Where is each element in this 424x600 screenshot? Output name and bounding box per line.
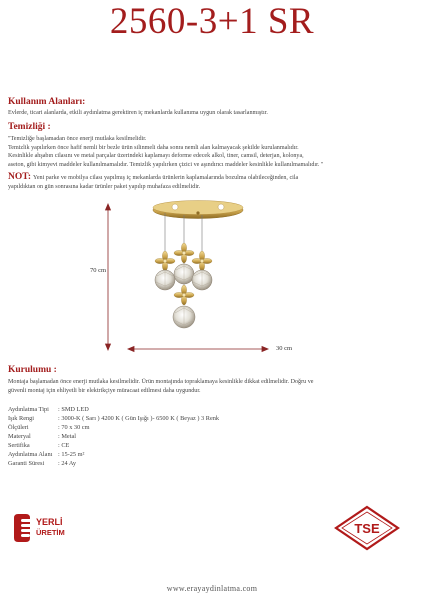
cleaning-line: aseton, gibi kimyevi maddeler kullanılmamalıdır. Temizlik yapılırken çizici ve aşındırıcı maddeler kesinlikle kullanılmamalıdır. " xyxy=(8,161,324,168)
usage-text-line: Evlerde, ticari alanlarda, etkili aydınlatma gerektiren iç mekanlarda kullanıma uygun olarak tasarlanmıştır. xyxy=(8,110,268,116)
crystal-ball xyxy=(155,270,175,290)
cleaning-text xyxy=(8,135,416,169)
spec-value: : 70 x 30 cm xyxy=(58,424,90,431)
install-text xyxy=(8,378,416,395)
flower-ornament xyxy=(174,285,194,305)
cleaning-heading: Temizliği : xyxy=(8,122,51,132)
spec-key: Sertifika xyxy=(8,442,30,449)
tse-text: TSE xyxy=(354,521,380,536)
width-dimension-line xyxy=(128,347,268,352)
height-label: 70 cm xyxy=(90,267,107,274)
spec-value: : Metal xyxy=(58,433,77,440)
spec-value: : 15-25 m² xyxy=(58,451,85,458)
note-line: Yeni parke ve mobilya cilası yapılmış iç mekanlarda ürünlerin kaplamalarında bozulma olabileceğinden, cila xyxy=(33,175,299,181)
usage-text xyxy=(8,109,416,118)
uretim-text: ÜRETİM xyxy=(36,528,65,537)
crystal-ball xyxy=(173,306,195,328)
spec-key: Materyal xyxy=(8,433,31,440)
spec-value: : SMD LED xyxy=(58,406,89,413)
spec-key: Aydınlatma Alanı xyxy=(8,451,53,458)
install-line: Montaja başlamadan önce enerji mutlaka kesilmelidir. Ürün montajında topraklamaya kesinlikle dikkat edilmelidir. Doğru ve xyxy=(8,379,314,385)
spec-key: Ölçüleri xyxy=(8,424,29,431)
note-line: yapıldıktan on gün sonrasına kadar ürünler paket yapılıp muhafaza edilmelidir. xyxy=(8,183,201,190)
spec-value: : 24 Ay xyxy=(58,460,76,467)
ceiling-canopy xyxy=(153,201,243,219)
hand-icon xyxy=(14,514,33,542)
cleaning-line: Temizlik yapılırken önce hafif nemli bir bezle ürün silinmeli daha sonra nemli alan kalmayacak şekilde kurulanmalıdır. xyxy=(8,144,299,151)
note-label: NOT: xyxy=(8,172,32,182)
chandelier-figure xyxy=(80,198,380,363)
height-dimension-line xyxy=(106,204,111,350)
yerli-uretim-logo xyxy=(12,508,72,548)
spec-value: : 3000-K ( Sarı ) 4200 K ( Gün Işığı )- 6500 K ( Beyaz ) 3 Renk xyxy=(58,415,220,422)
usage-heading: Kullanım Alanları: xyxy=(8,97,86,107)
cleaning-line: "Temizliğe başlamadan önce enerji mutlaka kesilmelidir. xyxy=(8,136,147,142)
flower-ornament xyxy=(192,251,212,271)
website-url[interactable]: www.erayaydinlatma.com xyxy=(166,584,258,593)
cleaning-line: Kesinlikle ahşabın cilasını ve metal parçalar üzerindeki kaplamayı deforme edecek alkol, tiner, camsil, deterjan, kolonya, xyxy=(8,153,304,159)
width-label: 30 cm xyxy=(276,345,293,352)
spec-value: : CE xyxy=(58,442,70,449)
crystal-ball xyxy=(192,270,212,290)
crystal-ball xyxy=(174,264,194,284)
spec-key: Işık Rengi xyxy=(8,415,35,422)
flower-ornament xyxy=(155,251,175,271)
flower-ornament xyxy=(174,243,194,263)
yerli-text: YERLİ xyxy=(36,517,63,527)
note-block xyxy=(8,173,416,191)
spec-key: Garanti Süresi xyxy=(8,460,45,467)
install-heading: Kurulumu : xyxy=(8,365,57,375)
tse-logo xyxy=(334,505,400,551)
product-title: 2560-3+1 SR xyxy=(109,1,315,42)
install-line: güvenli montaj için ehliyetli bir elektrikçiye müracaat edilmesi daha uygundur. xyxy=(8,387,201,394)
spec-key: Aydınlatma Tipi xyxy=(8,406,49,413)
